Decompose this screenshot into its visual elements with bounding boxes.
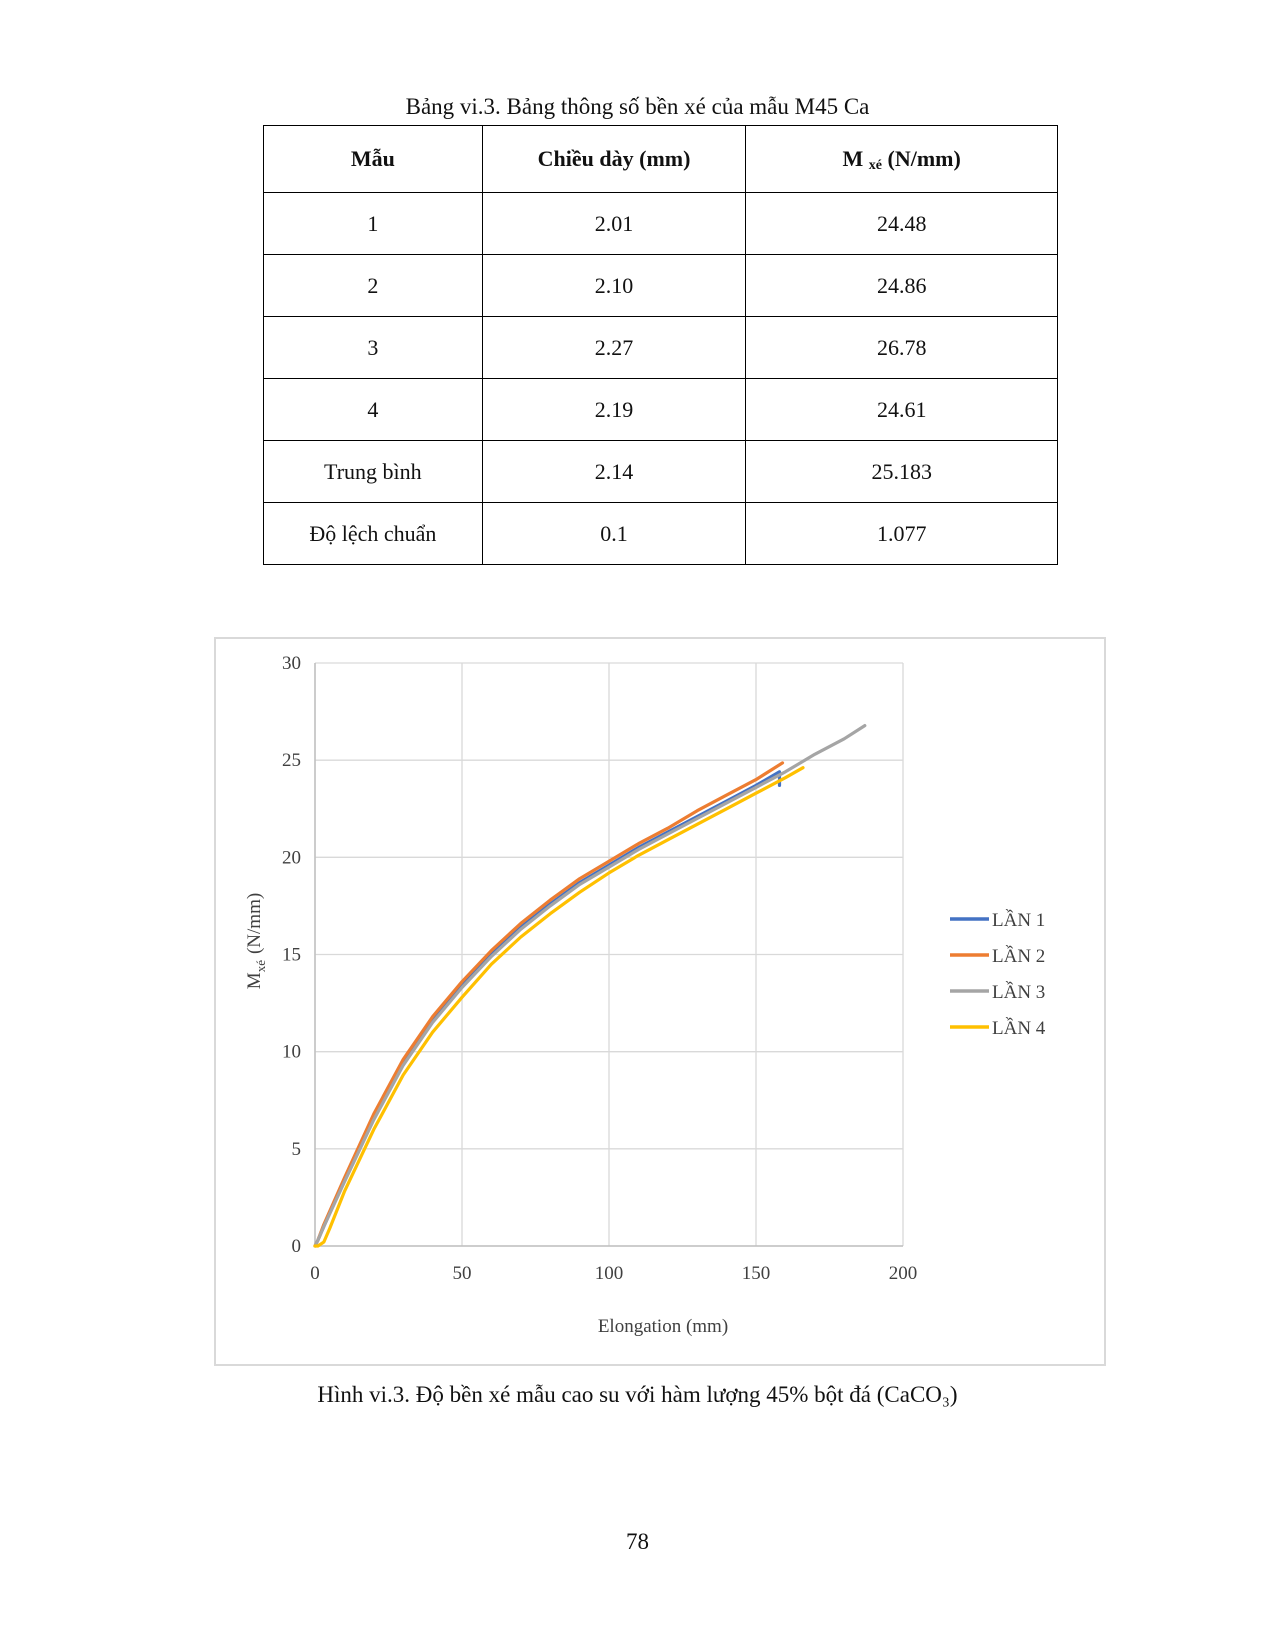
table-cell: 2.01 <box>482 193 746 255</box>
x-tick-label: 0 <box>310 1263 320 1284</box>
legend-label-4: LẦN 4 <box>992 1018 1046 1039</box>
chart-series <box>315 726 865 1246</box>
series-line-3 <box>315 726 865 1246</box>
table-cell: 24.86 <box>746 255 1058 317</box>
header-thickness: Chiều dày (mm) <box>482 126 746 193</box>
table-cell: 2.10 <box>482 255 746 317</box>
legend-label-2: LẦN 2 <box>992 946 1046 967</box>
y-tick-label: 20 <box>282 847 301 869</box>
table-cell: 1 <box>264 193 483 255</box>
table-cell: 24.48 <box>746 193 1058 255</box>
chart-gridlines <box>315 663 903 1246</box>
legend-label-3: LẦN 3 <box>992 982 1046 1003</box>
y-axis-title <box>244 893 268 989</box>
table-cell: 26.78 <box>746 317 1058 379</box>
table-cell: 3 <box>264 317 483 379</box>
table-row <box>264 503 1058 565</box>
chart-frame <box>214 637 1106 1366</box>
table-cell: 2 <box>264 255 483 317</box>
y-tick-label: 15 <box>282 944 301 966</box>
series-line-2 <box>315 763 783 1246</box>
table-cell: 1.077 <box>746 503 1058 565</box>
data-table <box>263 125 1058 565</box>
table-row <box>264 317 1058 379</box>
table-row <box>264 255 1058 317</box>
table-header-row <box>264 126 1058 193</box>
y-tick-label: 5 <box>291 1138 301 1160</box>
y-tick-label: 0 <box>291 1236 301 1257</box>
x-tick-label: 50 <box>452 1263 472 1284</box>
table-cell: 2.14 <box>482 441 746 503</box>
table-cell: 4 <box>264 379 483 441</box>
chart-legend <box>950 909 1046 1039</box>
y-axis-title-main: M <box>244 972 265 990</box>
header-tear-unit: (N/mm) <box>887 146 961 171</box>
table-cell: Trung bình <box>264 441 483 503</box>
y-tick-label: 30 <box>282 653 301 674</box>
header-tear-sub: xé <box>868 158 883 173</box>
table-cell: 2.27 <box>482 317 746 379</box>
tear-strength-chart <box>216 639 1104 1364</box>
figure-caption: Hình vi.3. Độ bền xé mẫu cao su với hàm lượng 45% bột đá (CaCO₃) <box>317 1382 958 1407</box>
series-line-4 <box>315 768 803 1246</box>
page-number: 78 <box>626 1529 649 1554</box>
table-row <box>264 441 1058 503</box>
y-tick-label: 25 <box>282 750 301 772</box>
table-caption: Bảng vi.3. Bảng thông số bền xé của mẫu M45 Ca <box>405 94 870 119</box>
table-cell: 0.1 <box>482 503 746 565</box>
y-axis-title-unit: (N/mm) <box>244 892 265 955</box>
table-row <box>264 193 1058 255</box>
table-cell: 25.183 <box>746 441 1058 503</box>
header-tear-main: M <box>842 146 864 171</box>
header-sample: Mẫu <box>264 126 483 193</box>
table-row <box>264 379 1058 441</box>
header-tear-strength <box>746 126 1058 193</box>
series-line-1 <box>315 772 780 1246</box>
table-cell: Độ lệch chuẩn <box>264 503 483 565</box>
table-cell: 24.61 <box>746 379 1058 441</box>
y-axis-title-sub: xé <box>253 960 268 973</box>
x-tick-label: 100 <box>594 1263 624 1284</box>
table-cell: 2.19 <box>482 379 746 441</box>
y-tick-label: 10 <box>282 1041 301 1063</box>
x-tick-label: 150 <box>741 1263 771 1284</box>
x-tick-label: 200 <box>888 1263 918 1284</box>
x-axis-title: Elongation (mm) <box>597 1316 729 1337</box>
chart-tick-labels <box>282 653 917 1284</box>
legend-label-1: LẦN 1 <box>992 910 1046 931</box>
